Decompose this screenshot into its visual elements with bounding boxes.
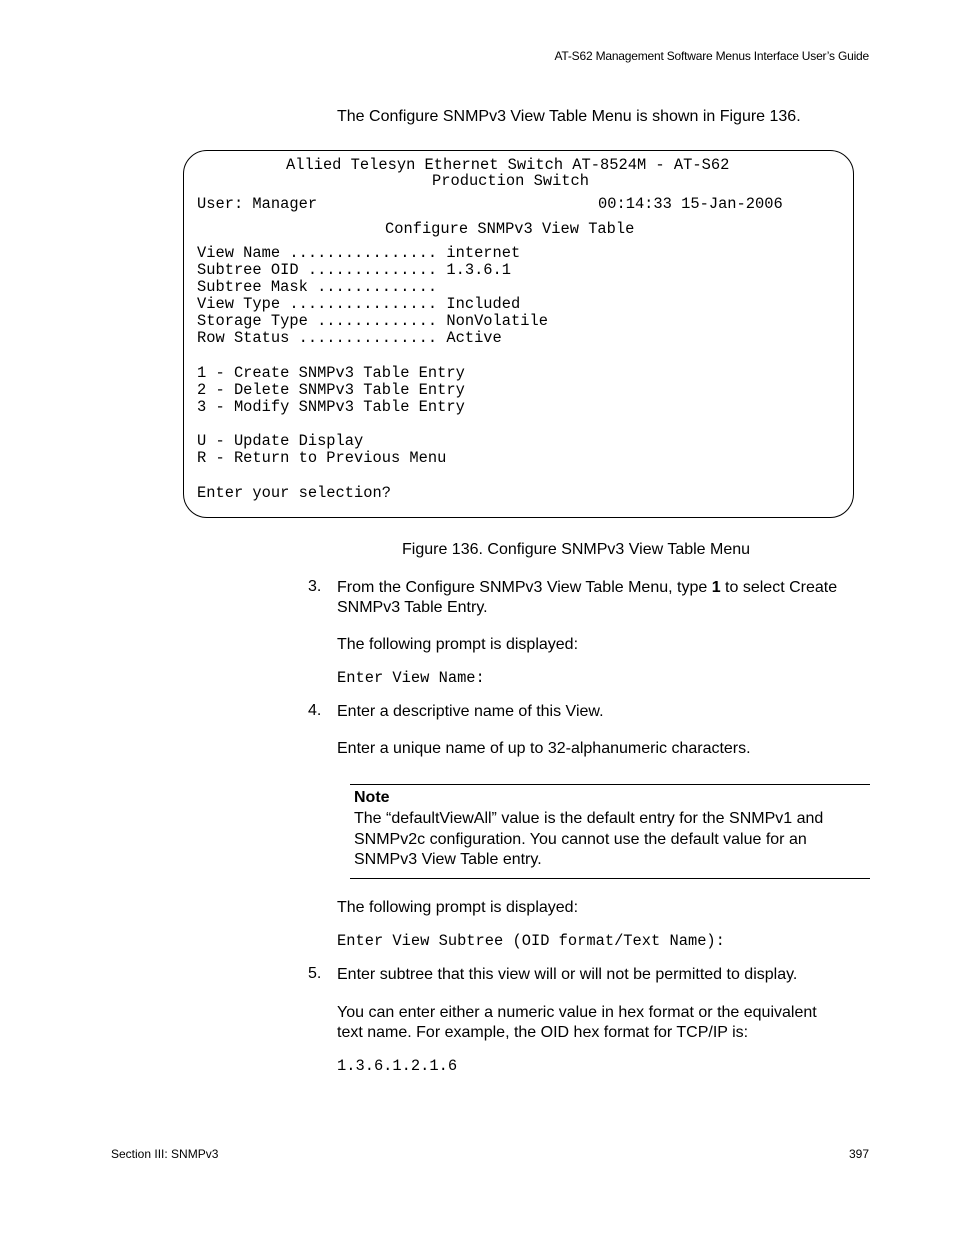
prompt-code: Enter View Name: (337, 669, 485, 687)
step-text-part: SNMPv3 Table Entry. (337, 599, 488, 616)
page-number: 397 (848, 1147, 869, 1161)
note-box (350, 784, 870, 879)
terminal-subtitle: Production Switch (432, 172, 590, 190)
step-number: 5. (308, 965, 322, 982)
terminal-datetime: 00:14:33 15-Jan-2006 (598, 195, 783, 213)
step-text: Enter subtree that this view will or will not be permitted to display. (337, 966, 798, 983)
terminal-menu-title: Configure SNMPv3 View Table (385, 220, 635, 238)
field-row-status: Row Status ............... Active (197, 329, 502, 347)
prompt-code: Enter View Subtree (OID format/Text Name): (337, 932, 725, 950)
step-number: 3. (308, 578, 322, 595)
step-text (337, 578, 837, 618)
field-subtree-mask: Subtree Mask ............. (197, 278, 438, 296)
step-detail: Enter a unique name of up to 32-alphanumeric characters. (337, 740, 751, 757)
terminal-title: Allied Telesyn Ethernet Switch AT-8524M - AT-S62 (286, 156, 730, 174)
example-code: 1.3.6.1.2.1.6 (337, 1057, 458, 1075)
field-subtree-oid: Subtree OID .............. 1.3.6.1 (197, 261, 512, 279)
field-storage-type: Storage Type ............. NonVolatile (197, 312, 548, 330)
step-text-bold: 1 (711, 579, 721, 596)
terminal-screen (183, 150, 854, 518)
menu-option-modify: 3 - Modify SNMPv3 Table Entry (197, 398, 465, 416)
step-text-part: From the Configure SNMPv3 View Table Menu, type (337, 579, 712, 596)
menu-option-return: R - Return to Previous Menu (197, 449, 447, 467)
step-number: 4. (308, 702, 322, 719)
figure-caption: Figure 136. Configure SNMPv3 View Table Menu (402, 541, 751, 558)
running-header: AT-S62 Management Software Menus Interface User’s Guide (554, 49, 869, 63)
menu-option-delete: 2 - Delete SNMPv3 Table Entry (197, 381, 465, 399)
step-text: Enter a descriptive name of this View. (337, 703, 604, 720)
terminal-user: User: Manager (197, 195, 318, 213)
prompt-intro: The following prompt is displayed: (337, 899, 579, 916)
step-detail-line: You can enter either a numeric value in hex format or the equivalent (337, 1004, 817, 1021)
field-view-type: View Type ................ Included (197, 295, 521, 313)
terminal-prompt: Enter your selection? (197, 484, 391, 502)
step-text-part: to select Create (720, 579, 838, 596)
menu-option-create: 1 - Create SNMPv3 Table Entry (197, 364, 465, 382)
prompt-intro: The following prompt is displayed: (337, 636, 579, 653)
intro-text: The Configure SNMPv3 View Table Menu is shown in Figure 136. (337, 108, 801, 125)
note-title: Note (354, 789, 390, 806)
step-detail-line: text name. For example, the OID hex format for TCP/IP is: (337, 1024, 749, 1041)
note-text: The “defaultViewAll” value is the default entry for the SNMPv1 and SNMPv2c configuration. You cannot use the default value for an SNMPv3 View Table entry. (354, 810, 824, 868)
footer-section: Section III: SNMPv3 (111, 1147, 219, 1161)
field-view-name: View Name ................ internet (197, 244, 521, 262)
step-detail (337, 1003, 817, 1043)
menu-option-update: U - Update Display (197, 432, 364, 450)
